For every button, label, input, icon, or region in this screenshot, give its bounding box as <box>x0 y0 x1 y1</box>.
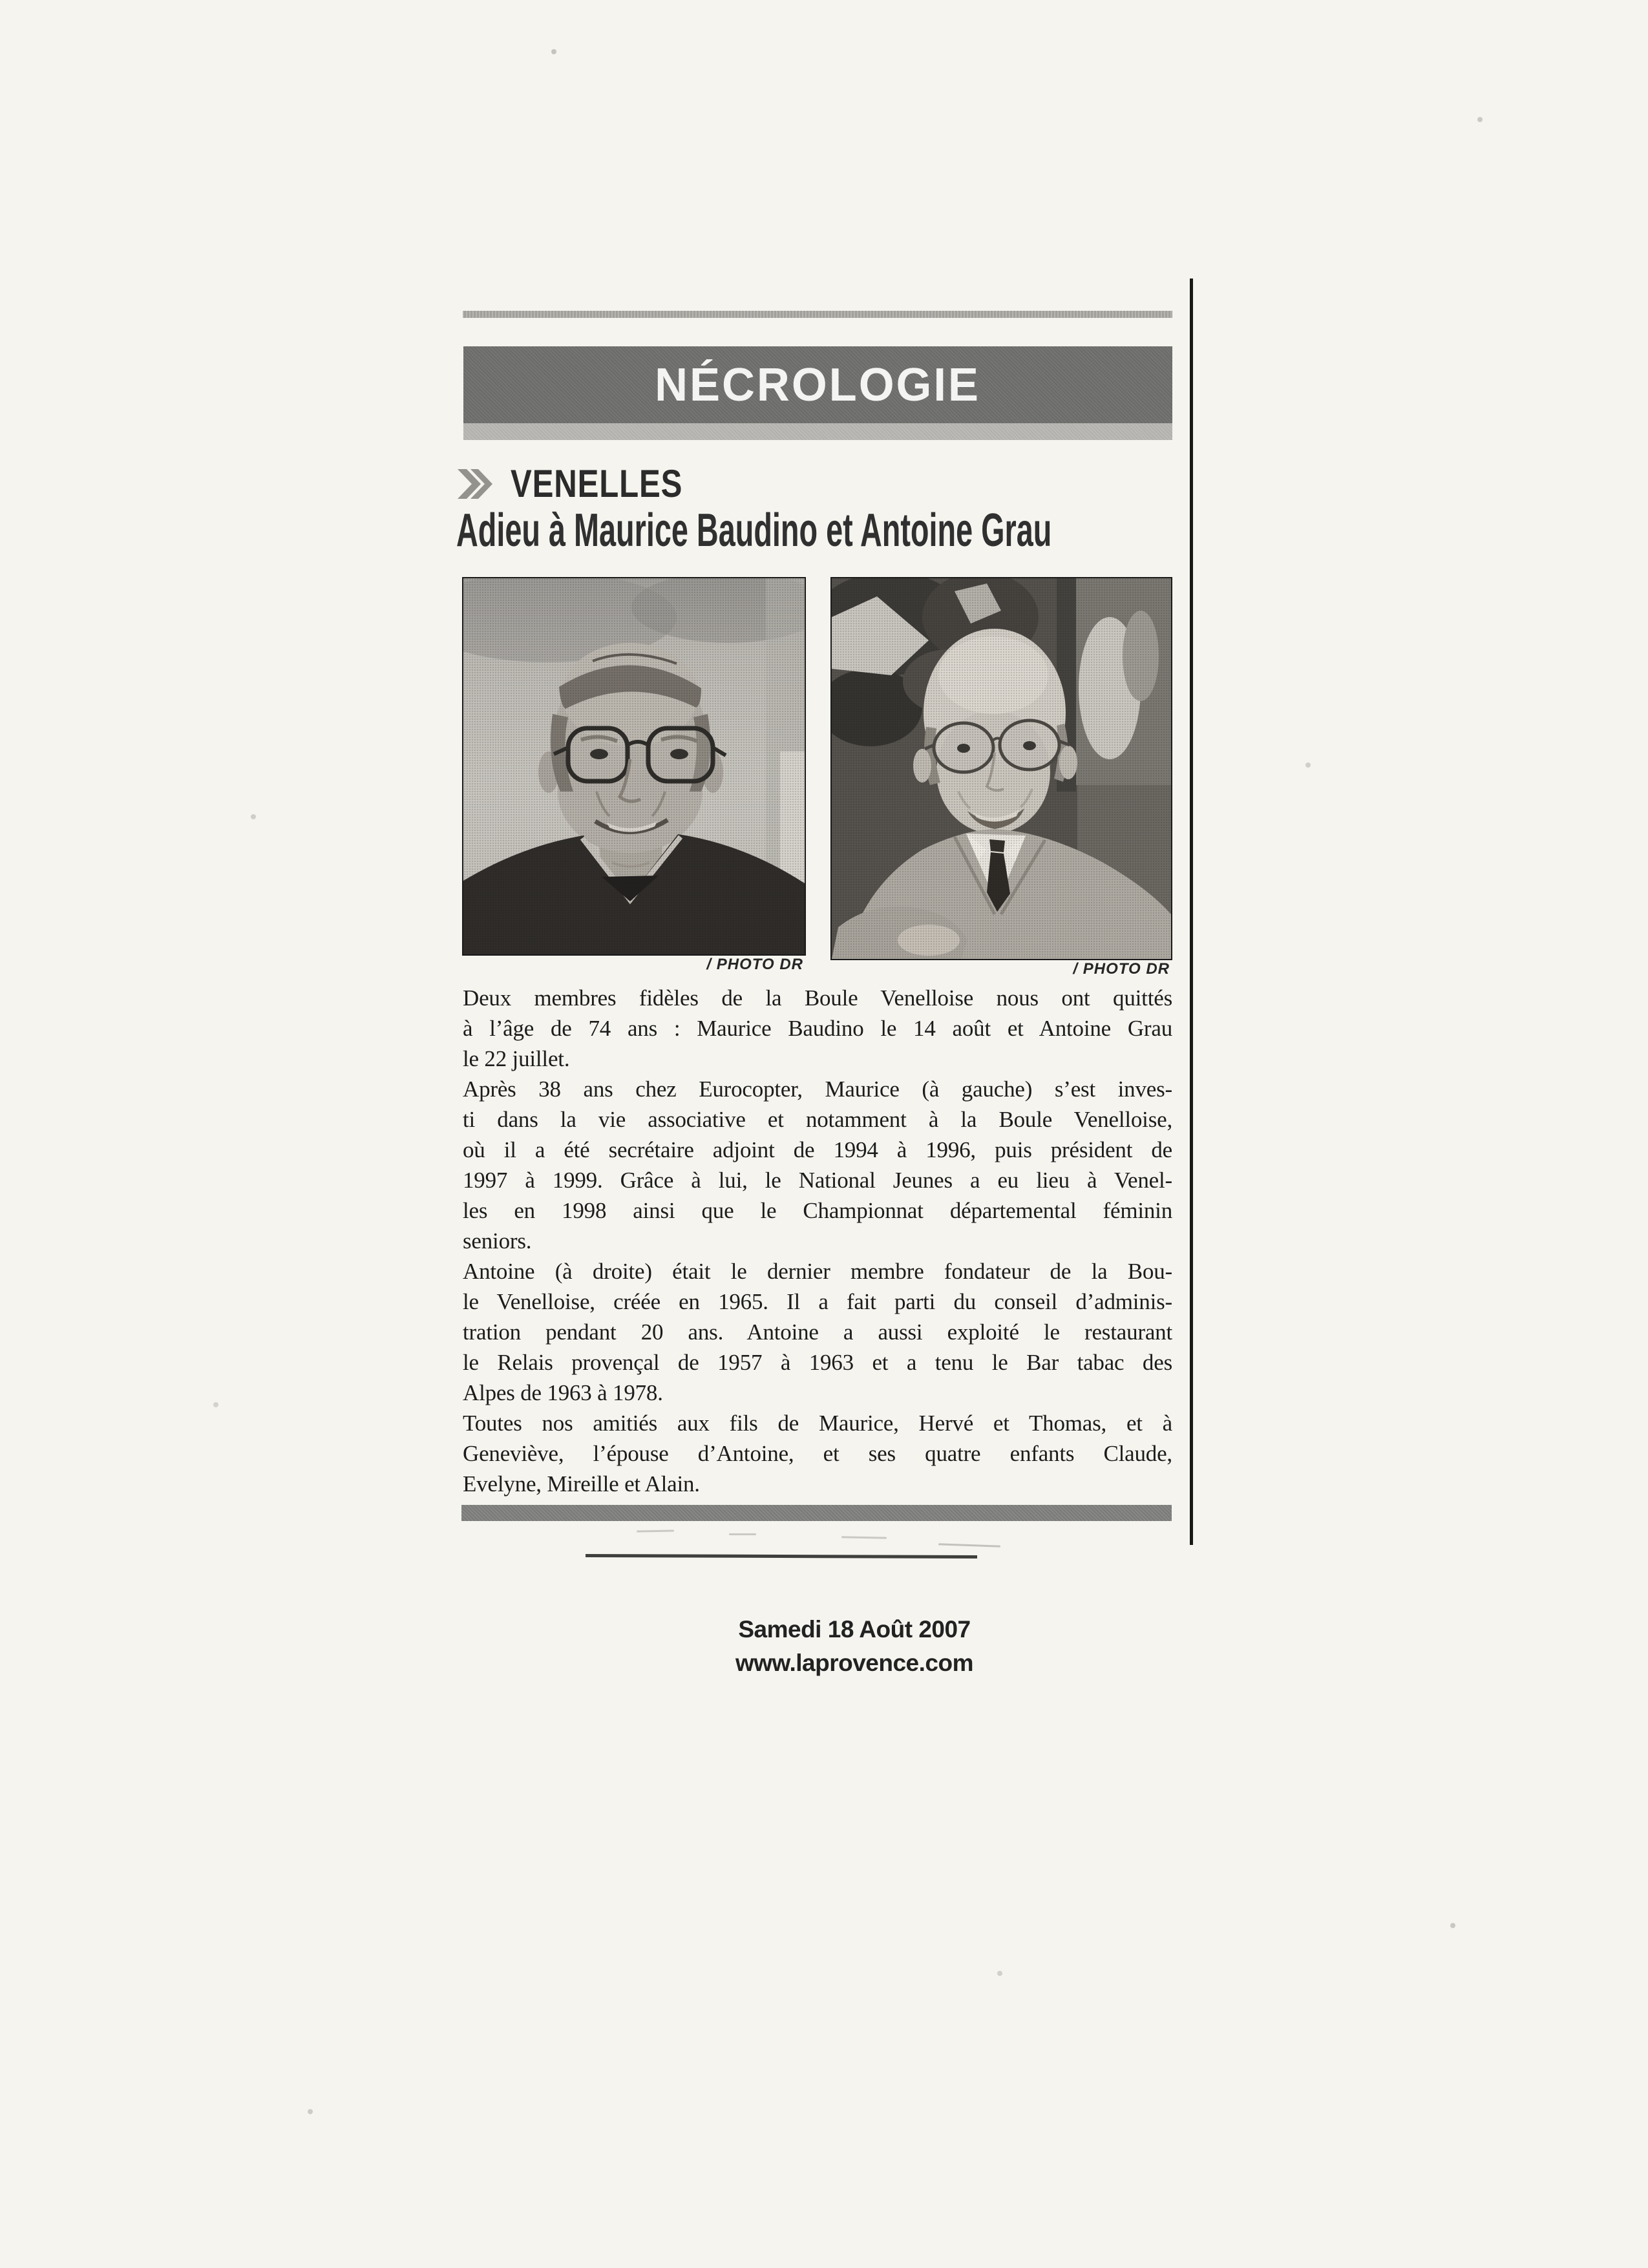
body-line: Après 38 ans chez Eurocopter, Maurice (à gauche) s’est inves- <box>463 1076 1172 1102</box>
location-row <box>456 461 721 506</box>
article-headline: Adieu à Maurice Baudino et Antoine Grau <box>456 505 1052 556</box>
photo-antoine-grau <box>830 577 1172 960</box>
photo-credit-right: / PHOTO DR <box>1073 960 1170 978</box>
clipping-cut-edge <box>1190 278 1193 1545</box>
body-line: seniors. <box>463 1228 532 1254</box>
pencil-mark <box>637 1529 674 1532</box>
section-banner-underline <box>463 423 1172 440</box>
portrait-right-illustration <box>832 578 1171 959</box>
pencil-mark <box>729 1533 756 1535</box>
section-title: NÉCROLOGIE <box>655 359 981 411</box>
body-line: où il a été secrétaire adjoint de 1994 à 1996, puis président de <box>463 1137 1172 1162</box>
body-line: ti dans la vie associative et notamment à la Boule Venelloise, <box>463 1107 1172 1132</box>
article-body <box>463 983 1172 1499</box>
footer-date: Samedi 18 Août 2007 <box>738 1616 971 1643</box>
location-label: VENELLES <box>511 462 683 505</box>
section-banner <box>463 346 1172 423</box>
body-line: Deux membres fidèles de la Boule Venelloise nous ont quittés <box>463 985 1172 1011</box>
underline-rule <box>586 1554 977 1559</box>
hand <box>898 925 960 956</box>
body-line: le 22 juillet. <box>463 1046 570 1071</box>
body-line: Geneviève, l’épouse d’Antoine, et ses quatre enfants Claude, <box>463 1441 1172 1466</box>
double-chevron-icon <box>456 467 494 501</box>
footer-url: www.laprovence.com <box>735 1650 973 1676</box>
body-line: le Venelloise, créée en 1965. Il a fait parti du conseil d’adminis- <box>463 1289 1172 1314</box>
clipping-bottom-rule <box>461 1505 1172 1521</box>
body-line: Alpes de 1963 à 1978. <box>463 1380 663 1405</box>
body-line: Toutes nos amitiés aux fils de Maurice, Hervé et Thomas, et à <box>463 1411 1172 1436</box>
body-line: Antoine (à droite) était le dernier membre fondateur de la Bou- <box>463 1259 1172 1284</box>
scan-noise <box>0 0 3 3</box>
pencil-mark <box>841 1536 887 1538</box>
clipping-top-rule <box>463 311 1172 318</box>
body-line: Evelyne, Mireille et Alain. <box>463 1471 700 1496</box>
body-line: à l’âge de 74 ans : Maurice Baudino le 14 août et Antoine Grau <box>463 1016 1172 1041</box>
body-line: le Relais provençal de 1957 à 1963 et a tenu le Bar tabac des <box>463 1350 1172 1375</box>
portrait-left-illustration <box>463 578 805 954</box>
photo-credit-left: / PHOTO DR <box>706 956 803 973</box>
pencil-mark <box>938 1543 1000 1547</box>
body-line: tration pendant 20 ans. Antoine a aussi exploité le restaurant <box>463 1319 1172 1345</box>
body-line: 1997 à 1999. Grâce à lui, le National Jeunes a eu lieu à Venel- <box>463 1168 1172 1193</box>
photo-maurice-baudino <box>462 577 806 956</box>
body-line: les en 1998 ainsi que le Championnat départemental féminin <box>463 1198 1172 1223</box>
footer <box>660 1613 1048 1680</box>
